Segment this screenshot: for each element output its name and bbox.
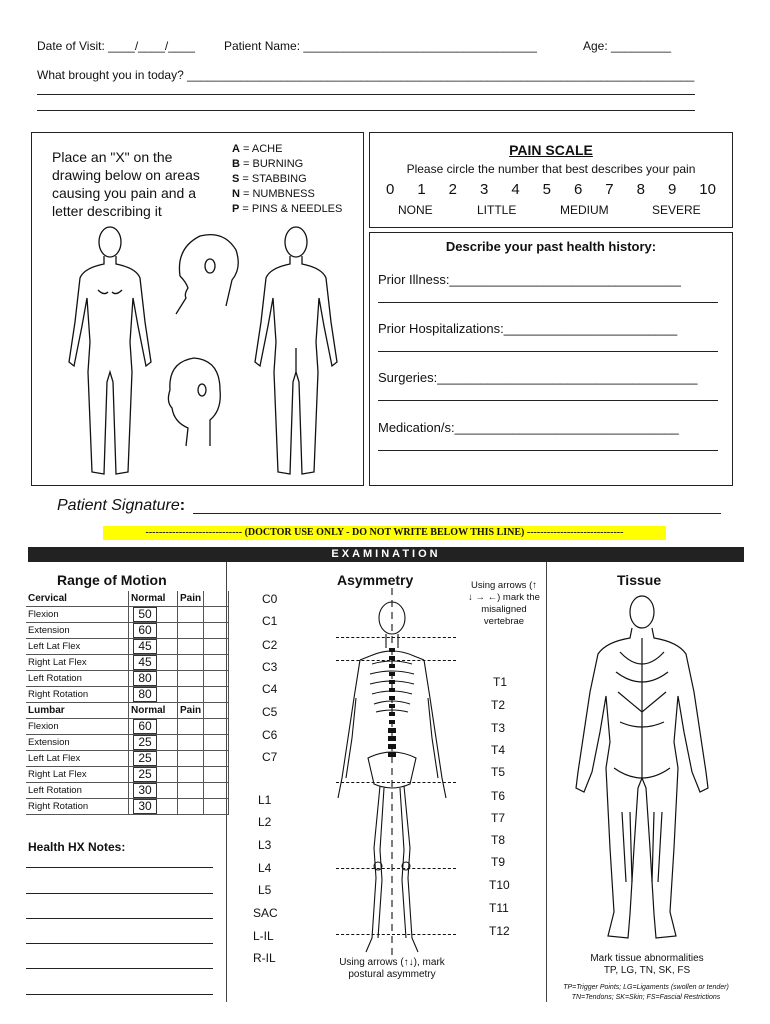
column-divider — [546, 562, 547, 1002]
health-history-box — [369, 232, 733, 486]
pain-number[interactable]: 3 — [479, 181, 489, 198]
legend-item: P = PINS & NEEDLES — [232, 203, 343, 215]
signature-label: Patient Signature: — [57, 497, 186, 514]
vertebra-label: C7 — [262, 750, 278, 764]
pain-number[interactable]: 7 — [605, 181, 614, 198]
pain-label-medium: MEDIUM — [560, 203, 609, 217]
table-row: Right Rotation 30 — [26, 799, 229, 815]
vertebra-label: T1 — [493, 675, 508, 689]
notes-line[interactable] — [26, 994, 213, 995]
muscle-figure-drawing[interactable] — [572, 592, 712, 944]
vertebra-label: T9 — [491, 855, 506, 869]
vertebra-label: C6 — [262, 728, 278, 742]
examination-banner: EXAMINATION — [28, 547, 744, 562]
vertebra-label: T10 — [489, 878, 510, 892]
table-row: Left Rotation 30 — [26, 783, 229, 799]
age-field[interactable]: Age: _________ — [583, 39, 672, 53]
pain-number[interactable]: 0 — [386, 181, 395, 198]
pain-label-little: LITTLE — [477, 203, 517, 217]
tissue-title: Tissue — [617, 572, 662, 588]
surgeries-field[interactable]: Surgeries:____________________________________ — [378, 370, 698, 385]
legend-item: B = BURNING — [232, 158, 304, 170]
asymmetry-guide-line[interactable] — [336, 660, 456, 661]
asymmetry-guide-line[interactable] — [336, 868, 456, 869]
vertebra-label: SAC — [253, 906, 278, 920]
history-line[interactable] — [378, 351, 718, 352]
legend-item: N = NUMBNESS — [232, 188, 315, 200]
table-row: Extension 25 — [26, 735, 229, 751]
side-head-drawing[interactable] — [166, 226, 246, 318]
prior-hospitalizations-field[interactable]: Prior Hospitalizations:________________________ — [378, 321, 678, 336]
vertebra-label: T2 — [491, 698, 506, 712]
table-row: Right Lat Flex 25 — [26, 767, 229, 783]
legend-item: S = STABBING — [232, 173, 307, 185]
table-row: Extension 60 — [26, 623, 229, 639]
vertebra-label: C3 — [262, 660, 278, 674]
front-body-drawing[interactable] — [60, 222, 160, 482]
back-body-drawing[interactable] — [246, 222, 346, 482]
complaint-line[interactable] — [37, 110, 695, 111]
vertebra-label: L1 — [258, 793, 272, 807]
asymmetry-arrow-note: Using arrows (↑ ↓ → ←) mark the misaligned vertebrae — [468, 580, 540, 627]
table-row: Lumbar Normal Pain — [26, 703, 229, 719]
notes-line[interactable] — [26, 918, 213, 919]
pain-scale-title: PAIN SCALE — [509, 142, 593, 158]
date-of-visit-field[interactable]: Date of Visit: ____/____/____ — [37, 39, 195, 53]
prior-illness-field[interactable]: Prior Illness:________________________________ — [378, 272, 681, 287]
table-row: Flexion 60 — [26, 719, 229, 735]
pain-scale-numbers — [386, 181, 716, 198]
vertebra-label: C0 — [262, 592, 278, 606]
asymmetry-title: Asymmetry — [337, 572, 414, 588]
tissue-footnote: TP=Trigger Points; LG=Ligaments (swollen or tender) TN=Tendons; SK=Skin; FS=Fascial Restrictions — [563, 984, 729, 1001]
range-of-motion-table — [26, 591, 229, 815]
health-history-title: Describe your past health history: — [445, 239, 657, 254]
notes-line[interactable] — [26, 943, 213, 944]
range-of-motion-title: Range of Motion — [57, 572, 167, 588]
notes-line[interactable] — [26, 968, 213, 969]
table-row: Left Lat Flex 45 — [26, 639, 229, 655]
health-hx-notes-label: Health HX Notes: — [28, 840, 126, 854]
vertebra-label: C2 — [262, 638, 278, 652]
tissue-caption: Mark tissue abnormalities TP, LG, TN, SK, FS — [590, 953, 704, 976]
vertebra-label: T7 — [491, 811, 506, 825]
pain-number[interactable]: 2 — [448, 181, 457, 198]
vertebra-label: T6 — [491, 789, 506, 803]
vertebra-label: C5 — [262, 705, 278, 719]
pain-label-severe: SEVERE — [652, 203, 701, 217]
history-line[interactable] — [378, 302, 718, 303]
doctor-use-only-banner: ----------------------------- (DOCTOR USE ONLY - DO NOT WRITE BELOW THIS LINE) ----------------------------- — [103, 526, 666, 540]
vertebra-label: C1 — [262, 614, 278, 628]
vertebra-label: T8 — [491, 833, 506, 847]
pain-number[interactable]: 10 — [699, 181, 716, 198]
vertebra-label: T12 — [489, 924, 510, 938]
vertebra-label: L5 — [258, 883, 272, 897]
pain-label-none: NONE — [398, 203, 433, 217]
pain-number[interactable]: 1 — [417, 181, 426, 198]
postural-asymmetry-note: Using arrows (↑↓), mark postural asymmetry — [339, 957, 445, 980]
drawing-instruction: Place an "X" on the drawing below on areas causing you pain and a letter describing it — [52, 149, 200, 219]
vertebra-label: L-IL — [253, 929, 274, 943]
table-row: Left Rotation 80 — [26, 671, 229, 687]
vertebra-label: L2 — [258, 815, 272, 829]
vertebra-label: L3 — [258, 838, 272, 852]
front-head-drawing[interactable] — [160, 350, 230, 450]
table-row: Left Lat Flex 25 — [26, 751, 229, 767]
notes-line[interactable] — [26, 867, 213, 868]
vertebra-label: R-IL — [253, 951, 276, 965]
pain-number[interactable]: 6 — [573, 181, 583, 198]
pain-scale-subtitle: Please circle the number that best describes your pain — [406, 162, 696, 176]
table-row: Flexion 50 — [26, 607, 229, 623]
pain-number[interactable]: 8 — [636, 181, 645, 198]
legend-item: A = ACHE — [232, 143, 283, 155]
asymmetry-guide-line[interactable] — [336, 934, 456, 935]
asymmetry-guide-line[interactable] — [336, 782, 456, 783]
history-line[interactable] — [378, 400, 718, 401]
pain-letter-legend — [232, 142, 342, 217]
skeleton-drawing[interactable] — [336, 588, 466, 958]
vertebra-label: L4 — [258, 861, 272, 875]
notes-line[interactable] — [26, 893, 213, 894]
table-row: Cervical Normal Pain — [26, 591, 229, 607]
pain-number[interactable]: 4 — [511, 181, 520, 198]
what-brought-field[interactable]: What brought you in today? ____________________________________________________________________________ — [37, 68, 695, 82]
complaint-line[interactable] — [37, 94, 695, 95]
pain-number[interactable]: 5 — [542, 181, 551, 198]
pain-number[interactable]: 9 — [667, 181, 677, 198]
vertebra-label: T4 — [491, 743, 506, 757]
signature-line[interactable] — [193, 513, 721, 514]
patient-name-field[interactable]: Patient Name: ___________________________________ — [224, 39, 537, 53]
table-row: Right Lat Flex 45 — [26, 655, 229, 671]
vertebra-label: T3 — [491, 721, 506, 735]
vertebra-label: C4 — [262, 682, 278, 696]
table-row: Right Rotation 80 — [26, 687, 229, 703]
vertebra-label: T11 — [489, 901, 509, 915]
history-line[interactable] — [378, 450, 718, 451]
medications-field[interactable]: Medication/s:_______________________________ — [378, 420, 679, 435]
vertebra-label: T5 — [491, 765, 506, 779]
asymmetry-guide-line[interactable] — [336, 637, 456, 638]
